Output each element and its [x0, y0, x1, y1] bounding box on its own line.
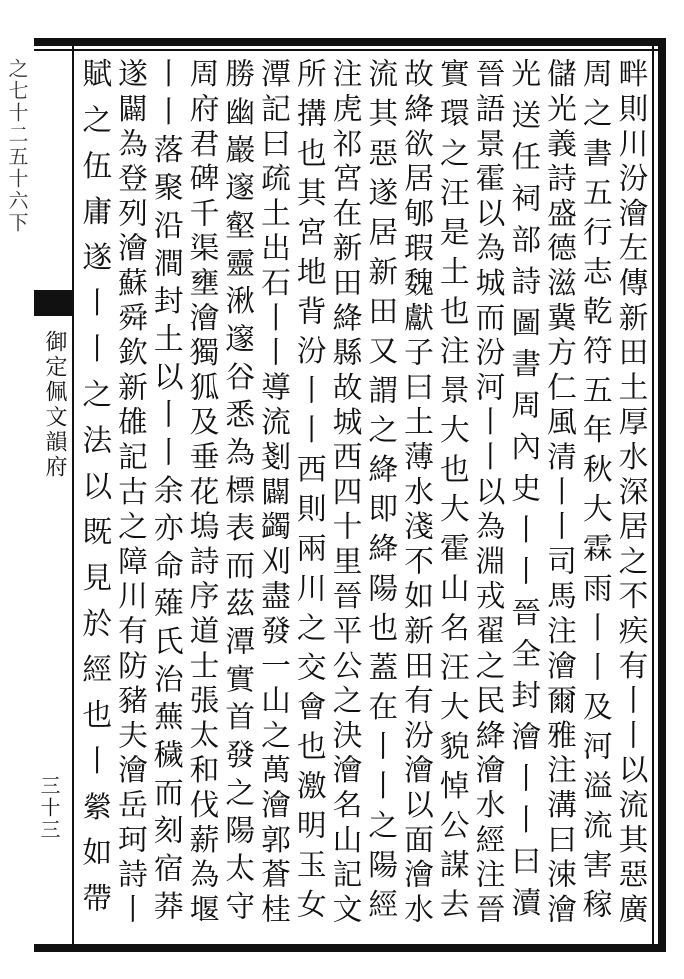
text-column: 畔則川汾澮左傳新田土厚水深居之不疾有丨丨以流其惡廣: [613, 58, 648, 928]
text-column: 注虎祁宮在新田絳縣故城西四十里晉平公之決澮名山記文: [327, 58, 362, 928]
text-column: 晉語景霍以為城而汾河丨丨以為淵戎翟之民絳澮水經注晉: [470, 58, 505, 928]
text-column: 周之書五行志乾符五年秋大霖雨丨丨及河溢流害稼: [577, 58, 613, 928]
text-column: 故絳欲居郇瑕魏獻子曰土薄水淺不如新田有汾澮以面澮水: [398, 58, 434, 928]
top-inner-rule: [34, 49, 666, 51]
text-column: 光送任祠部詩圖書周內史丨丨晉全封澮丨丨曰瀆: [505, 58, 541, 928]
text-column: 賦之伍庸遂丨丨之法以既見於經也丨縈如帶: [76, 58, 112, 928]
right-border: [658, 38, 666, 952]
bottom-border: [34, 944, 666, 952]
text-column: 潭記曰疏土出石丨丨導流剗闢蠲刈盡發一山之萬澮郭蒼桂: [255, 58, 291, 928]
book-title: 御定佩文韻府: [42, 330, 67, 480]
text-column: 儲光義詩盛德滋冀方仁風清丨丨司馬注澮爾雅注溝曰涑澮: [541, 58, 577, 928]
fold-edge-text: 之七十二五十六下: [5, 58, 29, 234]
top-border: [34, 38, 666, 46]
text-column: 勝幽巖邃壑靈湫邃谷悉為標表而茲潭實首發之陽太守: [219, 58, 255, 928]
fishtail-marker: [34, 290, 72, 316]
text-column: 周府君碑千渠壅澮獨狐及垂花塢詩序道士張太和伐薪為堰: [184, 58, 219, 928]
text-column: 所搆也其宮地背汾丨丨西則兩川之交會也激明玉女: [291, 58, 327, 928]
text-column: 流其惡遂居新田又謂之絳即絳陽也蓋在丨丨之陽經: [362, 58, 398, 928]
text-column: 丨丨落聚沿澗封土以丨丨余亦命薙氏治蕪穢而刻宿莽: [148, 58, 184, 928]
text-column: 遂闢為登列澮蘇舜欽新䧺記古之障川有防豬夫澮岳珂詩丨: [112, 58, 148, 928]
right-inner-rule: [652, 46, 654, 944]
text-column: 實環之汪是土也注景大也大霍山名汪大貌悼公謀去: [434, 58, 470, 928]
page-number: 三十三: [37, 775, 61, 841]
gutter-rule: [72, 46, 74, 944]
